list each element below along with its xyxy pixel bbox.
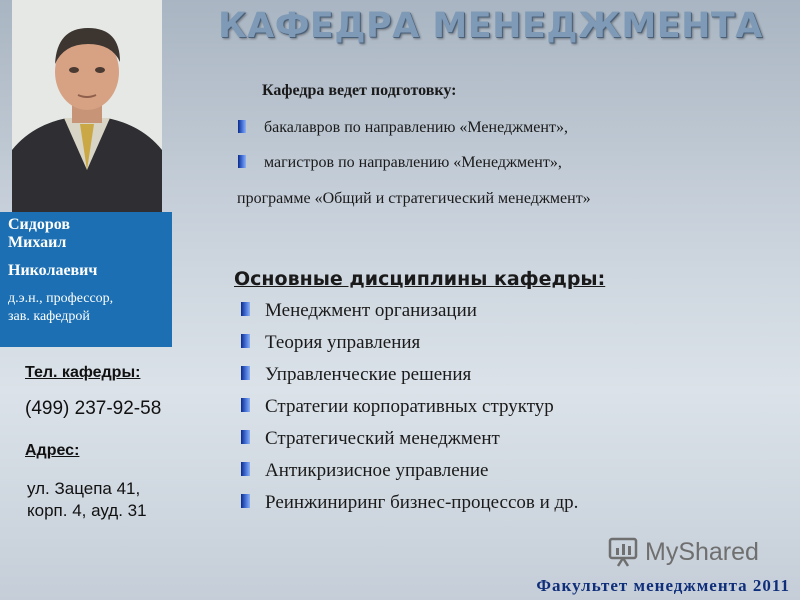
discipline-label: Управленческие решения	[265, 364, 472, 385]
watermark	[607, 536, 759, 568]
address-line2: корп. 4, ауд. 31	[27, 501, 147, 520]
bullet-square-icon	[241, 430, 250, 444]
list-item	[241, 331, 578, 363]
bullet-square-icon	[238, 120, 246, 133]
list-item	[241, 395, 578, 427]
list-item	[241, 459, 578, 491]
footer-text: Факультет менеджмента 2011	[536, 576, 790, 595]
portrait-illustration	[12, 0, 162, 212]
discipline-label: Стратегический менеджмент	[265, 428, 500, 449]
discipline-label: Теория управления	[265, 332, 421, 353]
disciplines-heading: Основные дисциплины кафедры:	[234, 268, 606, 290]
address-text	[27, 478, 147, 522]
training-item-label: бакалавров по направлению «Менеджмент»,	[264, 119, 568, 136]
profile-degree	[8, 290, 164, 326]
discipline-label: Стратегии корпоративных структур	[265, 396, 554, 417]
bullet-square-icon	[241, 494, 250, 508]
list-item	[241, 299, 578, 331]
training-item	[238, 119, 568, 137]
discipline-label: Антикризисное управление	[265, 460, 489, 481]
bullet-square-icon	[241, 398, 250, 412]
profile-degree-line2: зав. кафедрой	[8, 309, 90, 324]
discipline-label: Реинжиниринг бизнес-процессов и др.	[265, 492, 579, 513]
disciplines-list	[241, 299, 578, 523]
profile-patronymic: Николаевич	[8, 262, 98, 279]
profile-photo	[12, 0, 162, 212]
list-item	[241, 427, 578, 459]
profile-surname: Сидоров	[8, 216, 71, 233]
profile-degree-line1: д.э.н., профессор,	[8, 291, 114, 306]
address-line1: ул. Зацепа 41,	[27, 479, 141, 498]
bullet-square-icon	[241, 334, 250, 348]
list-item	[241, 363, 578, 395]
bullet-square-icon	[241, 302, 250, 316]
phone-number: (499) 237-92-58	[25, 398, 162, 419]
profile-name-box	[0, 212, 172, 347]
bullet-square-icon	[238, 155, 246, 168]
watermark-text: MyShared	[645, 537, 759, 566]
bullet-square-icon	[241, 366, 250, 380]
page-title: КАФЕДРА МЕНЕДЖМЕНТА	[218, 6, 763, 46]
training-item-label: магистров по направлению «Менеджмент»,	[264, 154, 562, 171]
discipline-label: Менеджмент организации	[265, 300, 477, 321]
list-item	[241, 491, 578, 523]
bullet-square-icon	[241, 462, 250, 476]
phone-label: Тел. кафедры:	[25, 364, 141, 381]
training-intro: Кафедра ведет подготовку:	[262, 82, 457, 99]
training-program: программе «Общий и стратегический менеджмент»	[237, 190, 591, 207]
training-item	[238, 154, 562, 172]
myshared-logo-icon	[607, 536, 639, 568]
profile-first-name: Михаил	[8, 234, 67, 251]
address-label: Адрес:	[25, 442, 80, 459]
